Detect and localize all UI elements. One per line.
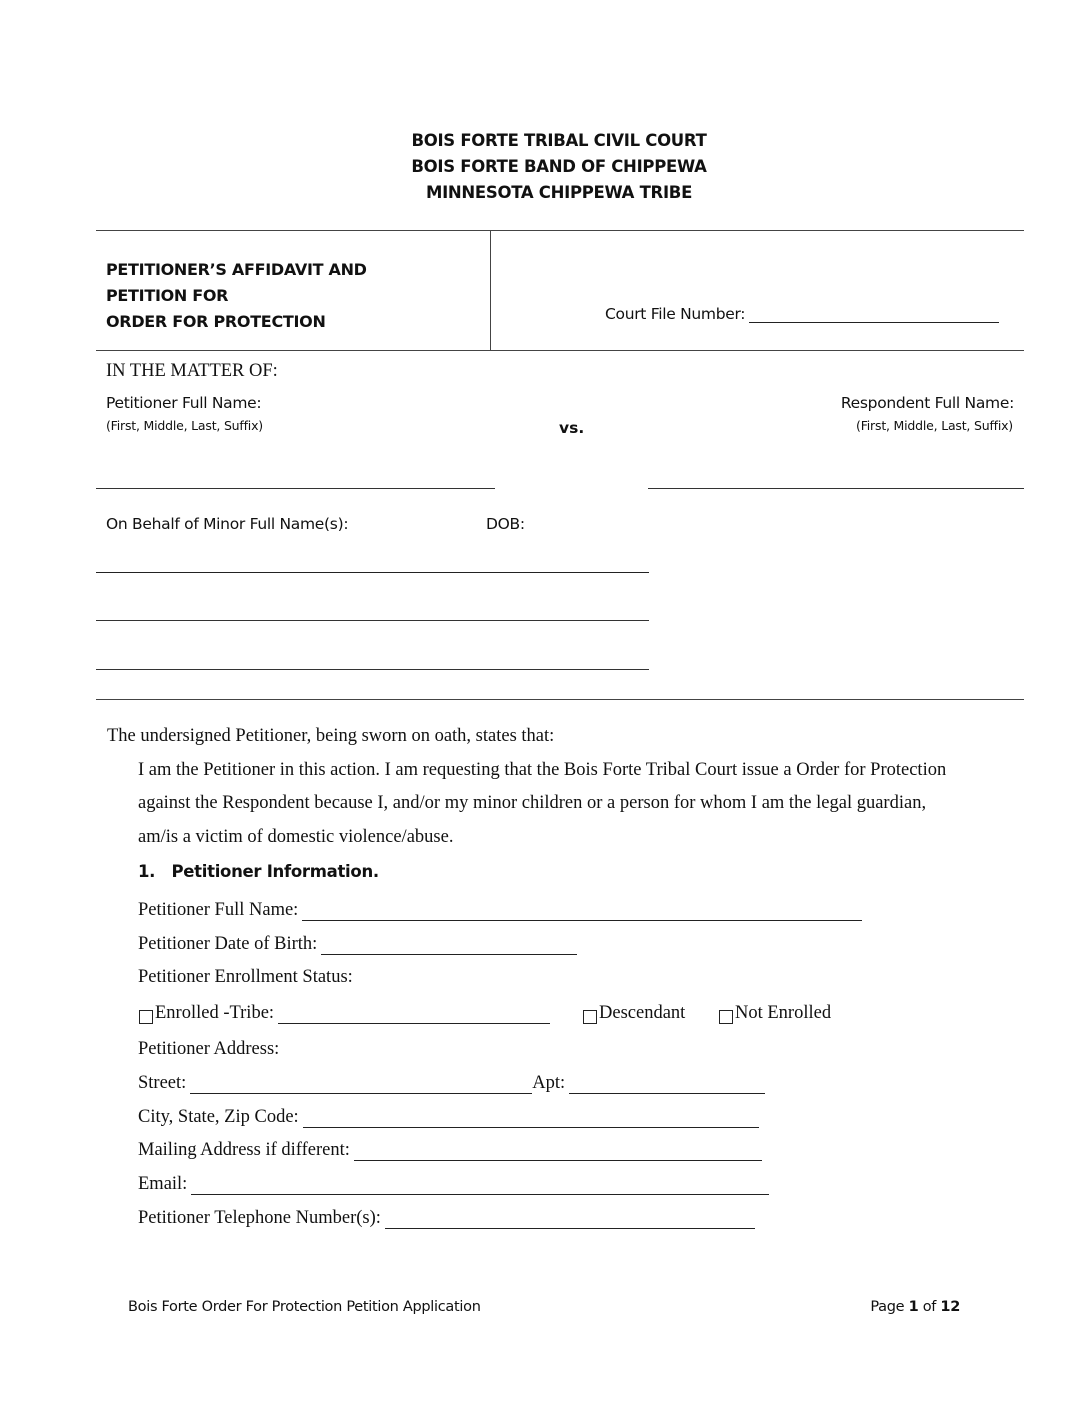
minor-dob-label: DOB: — [486, 515, 525, 533]
caption-bottom-rule — [96, 350, 1024, 351]
apt-label: Apt: — [532, 1073, 566, 1093]
descendant-option — [583, 1003, 685, 1024]
city-state-zip-input[interactable] — [303, 1111, 759, 1128]
statement-line-2: against the Respondent because I, and/or my minor children or a person for whom I am the legal guardian, — [138, 793, 927, 813]
apt-input[interactable] — [569, 1077, 765, 1094]
band-name-heading: BOIS FORTE BAND OF CHIPPEWA — [411, 157, 707, 176]
court-file-number-field — [605, 305, 999, 323]
page-number — [870, 1299, 960, 1315]
city-state-zip-label: City, State, Zip Code: — [138, 1107, 299, 1127]
minor-name-line-3[interactable] — [96, 653, 649, 670]
city-state-zip-field — [138, 1107, 759, 1128]
respondent-name-hint: (First, Middle, Last, Suffix) — [856, 418, 1013, 433]
telephone-input[interactable] — [385, 1212, 755, 1229]
footer-document-title: Bois Forte Order For Protection Petition Application — [128, 1299, 481, 1315]
telephone-label: Petitioner Telephone Number(s): — [138, 1208, 381, 1228]
petitioner-dob-input[interactable] — [321, 938, 577, 955]
email-field — [138, 1174, 769, 1195]
not-enrolled-option — [719, 1003, 831, 1024]
mailing-address-input[interactable] — [354, 1144, 762, 1161]
petitioner-dob-field — [138, 934, 577, 955]
street-field — [138, 1073, 765, 1094]
petitioner-dob-label: Petitioner Date of Birth: — [138, 934, 318, 954]
petitioner-name-label: Petitioner Full Name: — [106, 394, 262, 412]
page-prefix: Page — [870, 1299, 905, 1315]
petitioner-name-input[interactable] — [96, 472, 495, 489]
street-label: Street: — [138, 1073, 187, 1093]
parties-bottom-rule — [96, 699, 1024, 700]
section-1-heading: 1. Petitioner Information. — [138, 862, 379, 881]
court-name-heading: BOIS FORTE TRIBAL CIVIL COURT — [411, 131, 707, 150]
document-title-line2: PETITION FOR — [106, 286, 229, 305]
matter-of-label: IN THE MATTER OF: — [106, 361, 278, 381]
document-title — [106, 257, 367, 335]
petitioner-full-name-input[interactable] — [302, 904, 862, 921]
telephone-field — [138, 1208, 755, 1229]
statement-line-3: am/is a victim of domestic violence/abuse. — [138, 827, 454, 847]
petitioner-name-hint: (First, Middle, Last, Suffix) — [106, 418, 263, 433]
document-title-line3: ORDER FOR PROTECTION — [106, 312, 326, 331]
court-file-number-label: Court File Number: — [605, 305, 746, 323]
page-current: 1 — [908, 1299, 919, 1315]
respondent-name-input[interactable] — [648, 472, 1024, 489]
enrolled-label: Enrolled -Tribe: — [155, 1003, 275, 1023]
minor-name-line-1[interactable] — [96, 556, 649, 573]
mailing-address-label: Mailing Address if different: — [138, 1140, 350, 1160]
page-of: of — [922, 1299, 937, 1315]
minor-names-label: On Behalf of Minor Full Name(s): — [106, 515, 349, 533]
document-title-line1: PETITIONER’S AFFIDAVIT AND — [106, 260, 367, 279]
court-file-number-input[interactable] — [749, 306, 999, 323]
petitioner-full-name-label: Petitioner Full Name: — [138, 900, 299, 920]
descendant-label: Descendant — [599, 1003, 686, 1023]
mailing-address-field — [138, 1140, 762, 1161]
statement-line-1: I am the Petitioner in this action. I am requesting that the Bois Forte Tribal Court issue a Order for Protection — [138, 760, 947, 780]
petitioner-full-name-field — [138, 900, 862, 921]
respondent-name-label: Respondent Full Name: — [840, 394, 1014, 412]
minor-name-line-2[interactable] — [96, 604, 649, 621]
enrolled-option — [139, 1003, 550, 1024]
oath-intro: The undersigned Petitioner, being sworn on oath, states that: — [107, 726, 555, 746]
street-input[interactable] — [190, 1077, 532, 1094]
enrollment-status-label: Petitioner Enrollment Status: — [138, 967, 353, 987]
address-label: Petitioner Address: — [138, 1039, 280, 1059]
caption-top-rule — [96, 230, 1024, 231]
enrolled-checkbox[interactable] — [139, 1010, 153, 1024]
email-label: Email: — [138, 1174, 188, 1194]
page-total: 12 — [940, 1299, 960, 1315]
not-enrolled-checkbox[interactable] — [719, 1010, 733, 1024]
descendant-checkbox[interactable] — [583, 1010, 597, 1024]
caption-divider — [490, 230, 491, 350]
versus-label: vs. — [559, 419, 585, 437]
not-enrolled-label: Not Enrolled — [735, 1003, 832, 1023]
tribe-name-heading: MINNESOTA CHIPPEWA TRIBE — [425, 183, 693, 202]
enrolled-tribe-input[interactable] — [278, 1007, 550, 1024]
email-input[interactable] — [191, 1178, 769, 1195]
